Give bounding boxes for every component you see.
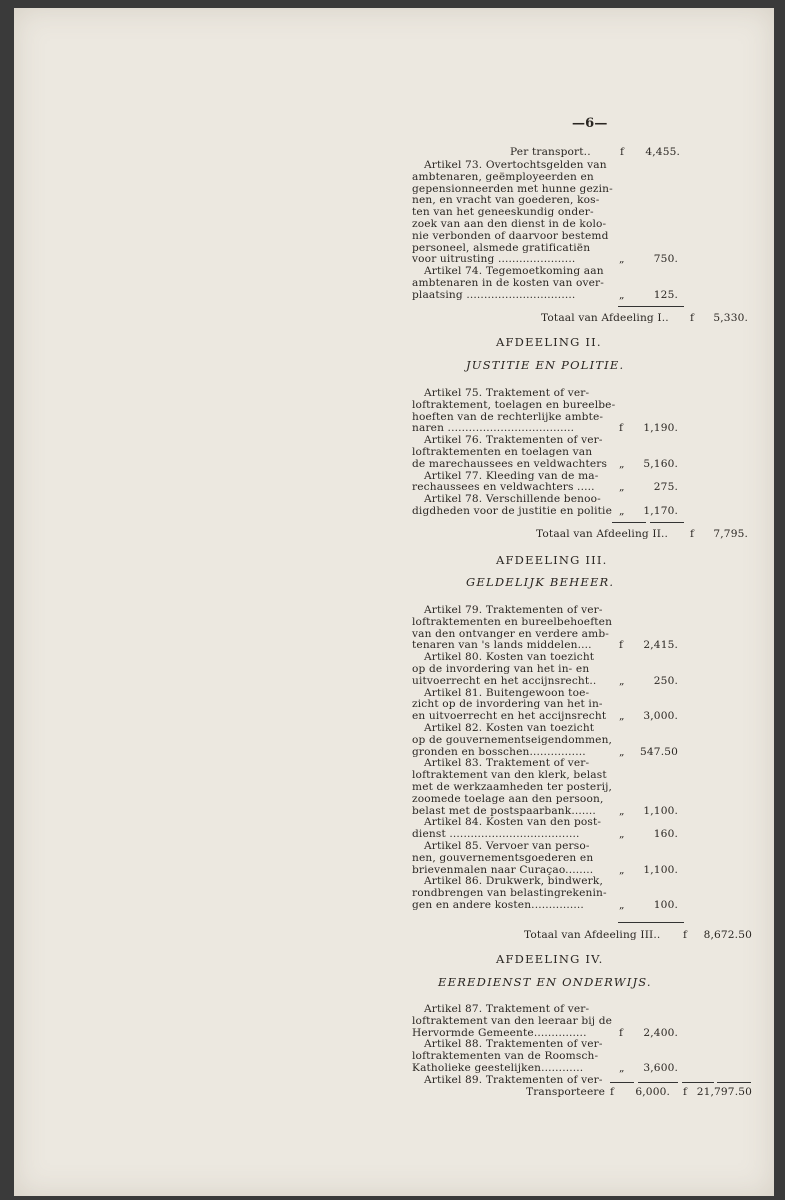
article-text-line: gronden en bosschen................	[412, 745, 586, 758]
article-text-line: Artikel 89. Traktementen of ver-	[424, 1073, 603, 1086]
article-currency-mark: „	[619, 505, 625, 517]
article-amount: 1,100.	[643, 804, 678, 817]
article-text-line: loftraktementen van de Roomsch-	[412, 1050, 599, 1063]
footer-label: Transporteere	[526, 1086, 606, 1098]
article-text-line: nen, gouvernementsgoederen en	[412, 851, 594, 864]
article-text-line: op de gouvernementseigendommen,	[412, 733, 613, 746]
article-text-line: Artikel 86. Drukwerk, bindwerk,	[424, 875, 603, 888]
article-amount: 2,415.	[643, 639, 678, 652]
article-amount: 1,190.	[643, 422, 678, 435]
article-text-line: Artikel 85. Vervoer van perso-	[424, 840, 590, 852]
article-text-line: op de invordering van het in- en	[412, 663, 590, 675]
article-amount: 750.	[653, 253, 678, 266]
afdeeling-2-total-label: Totaal van Afdeeling II..	[536, 528, 669, 540]
afdeeling-3-heading: AFDEELING III.	[496, 553, 608, 567]
afdeeling-2-total-currency: f	[690, 528, 695, 540]
article-text-line: belast met de postspaarbank.......	[412, 804, 596, 817]
article-amount: 125.	[653, 288, 678, 301]
article-text-line: ambtenaren, geëmployeerden en	[412, 170, 594, 183]
article-currency-mark: f	[619, 639, 624, 652]
article-text-line: digdheden voor de justitie en politie	[412, 505, 612, 517]
rule	[618, 922, 684, 923]
article-amount: 547.50	[640, 745, 678, 758]
article-text-line: Katholieke geestelijken............	[412, 1062, 584, 1074]
afdeeling-3-total: 8,672.50	[703, 929, 752, 941]
article-text-line: loftraktement van den leeraar bij de	[412, 1014, 613, 1027]
article-text-line: Hervormde Gemeente...............	[412, 1026, 587, 1039]
article-currency-mark: „	[619, 674, 625, 687]
article-text-line: en uitvoerrecht en het accijnsrecht	[412, 710, 607, 723]
article-amount: 160.	[653, 828, 678, 841]
rule	[638, 1082, 678, 1083]
article-currency-mark: „	[619, 710, 625, 723]
article-amount: 3,600.	[643, 1062, 678, 1074]
article-currency-mark: f	[619, 1026, 624, 1039]
article-text-line: loftraktementen en toelagen van	[412, 446, 593, 458]
afdeeling-3-total-currency: f	[683, 929, 688, 941]
article-text-line: Artikel 74. Tegemoetkoming aan	[424, 265, 604, 278]
article-currency-mark: „	[619, 899, 625, 911]
article-text-line: rondbrengen van belastingrekenin-	[412, 887, 607, 900]
article-amount: 3,000.	[643, 710, 678, 723]
article-text-line: Artikel 84. Kosten van den post-	[424, 816, 602, 829]
rule	[717, 1082, 751, 1083]
article-text-line: Artikel 76. Traktementen of ver-	[424, 434, 603, 447]
article-text-line: dienst .....................................	[412, 828, 580, 841]
article-currency-mark: „	[619, 288, 625, 301]
rule	[610, 1082, 634, 1083]
article-text-line: nie verbonden of daarvoor bestemd	[412, 229, 609, 242]
article-text-line: brievenmalen naar Curaçao........	[412, 863, 594, 876]
article-currency-mark: „	[619, 1062, 625, 1074]
afdeeling-4-subheading: EEREDIENST EN ONDERWIJS.	[438, 975, 652, 989]
article-text-line: met de werkzaamheden ter posterij,	[412, 781, 613, 793]
article-amount: 5,160.	[643, 457, 678, 470]
footer-currency-2: f	[683, 1086, 688, 1098]
article-currency-mark: „	[619, 253, 625, 266]
afdeeling-2-heading: AFDEELING II.	[496, 335, 602, 349]
article-currency-mark: „	[619, 481, 625, 494]
article-text-line: Artikel 82. Kosten van toezicht	[424, 722, 595, 734]
article-text-line: ambtenaren in de kosten van over-	[412, 277, 604, 289]
article-text-line: loftraktement, toelagen en bureelbe-	[412, 398, 616, 411]
document-page	[14, 8, 774, 1196]
article-text-line: zicht op de invordering van het in-	[412, 698, 603, 711]
article-text-line: loftraktement van den klerk, belast	[412, 769, 607, 782]
article-text-line: nen, en vracht van goederen, kos-	[412, 194, 600, 207]
article-text-line: de marechaussees en veldwachters	[412, 457, 608, 470]
afdeeling-3-subheading: GELDELIJK BEHEER.	[466, 575, 615, 589]
article-text-line: van den ontvanger en verdere amb-	[412, 627, 609, 640]
article-text-line: Artikel 79. Traktementen of ver-	[424, 604, 603, 616]
article-amount: 1,170.	[643, 505, 678, 517]
article-currency-mark: f	[619, 422, 624, 435]
article-currency-mark: „	[619, 745, 625, 758]
article-currency-mark: „	[619, 804, 625, 817]
article-text-line: uitvoerrecht en het accijnsrecht..	[412, 674, 597, 687]
article-text-line: rechaussees en veldwachters .....	[412, 481, 595, 494]
article-amount: 2,400.	[643, 1026, 678, 1039]
article-text-line: gepensionneerden met hunne gezin-	[412, 182, 613, 195]
afdeeling-2-total: 7,795.	[713, 528, 748, 540]
article-text-line: plaatsing ...............................	[412, 288, 576, 301]
article-currency-mark: „	[619, 828, 625, 841]
article-text-line: voor uitrusting ......................	[412, 253, 576, 266]
article-text-line: Artikel 80. Kosten van toezicht	[424, 651, 595, 664]
article-text-line: Artikel 83. Traktement of ver-	[424, 757, 590, 770]
rule	[682, 1082, 714, 1083]
page-number: —6—	[572, 116, 608, 131]
footer-amount-2: 21,797.50	[696, 1086, 752, 1098]
article-currency-mark: „	[619, 457, 625, 470]
article-amount: 100.	[653, 899, 678, 911]
article-currency-mark: „	[619, 863, 625, 876]
article-text-line: Artikel 77. Kleeding van de ma-	[424, 469, 599, 482]
footer-currency-1: f	[610, 1086, 615, 1098]
article-text-line: Artikel 87. Traktement of ver-	[424, 1003, 590, 1015]
afdeeling-1-total-currency: f	[690, 312, 695, 324]
article-text-line: hoeften van de rechterlijke ambte-	[412, 410, 604, 423]
rule	[612, 522, 646, 523]
article-text-line: gen en andere kosten...............	[412, 899, 584, 911]
article-text-line: personeel, alsmede gratificatiën	[412, 241, 591, 254]
article-text-line: zoek van aan den dienst in de kolo-	[412, 218, 607, 230]
footer-amount-1: 6,000.	[635, 1086, 670, 1098]
afdeeling-3-total-label: Totaal van Afdeeling III..	[524, 929, 661, 941]
article-text-line: loftraktementen en bureelbehoeften	[412, 615, 613, 628]
transport-currency: f	[620, 146, 625, 158]
article-amount: 1,100.	[643, 863, 678, 876]
afdeeling-1-total-label: Totaal van Afdeeling I..	[541, 312, 669, 324]
transport-label: Per transport..	[510, 146, 591, 158]
article-text-line: Artikel 73. Overtochtsgelden van	[424, 159, 607, 171]
article-text-line: zoomede toelage aan den persoon,	[412, 792, 604, 805]
article-text-line: ten van het geneeskundig onder-	[412, 206, 594, 219]
article-text-line: naren ....................................	[412, 422, 575, 435]
afdeeling-4-heading: AFDEELING IV.	[496, 952, 604, 966]
article-text-line: Artikel 81. Buitengewoon toe-	[424, 686, 590, 699]
transport-amount: 4,455.	[645, 146, 680, 158]
article-text-line: tenaren van 's lands middelen....	[412, 639, 592, 652]
article-amount: 250.	[653, 674, 678, 687]
article-amount: 275.	[653, 481, 678, 494]
rule	[650, 522, 684, 523]
article-text-line: Artikel 88. Traktementen of ver-	[424, 1038, 603, 1051]
article-text-line: Artikel 78. Verschillende benoo-	[424, 493, 601, 506]
afdeeling-1-total: 5,330.	[713, 312, 748, 324]
afdeeling-2-subheading: JUSTITIE EN POLITIE.	[466, 358, 625, 372]
article-text-line: Artikel 75. Traktement of ver-	[424, 387, 590, 399]
rule	[618, 306, 684, 307]
